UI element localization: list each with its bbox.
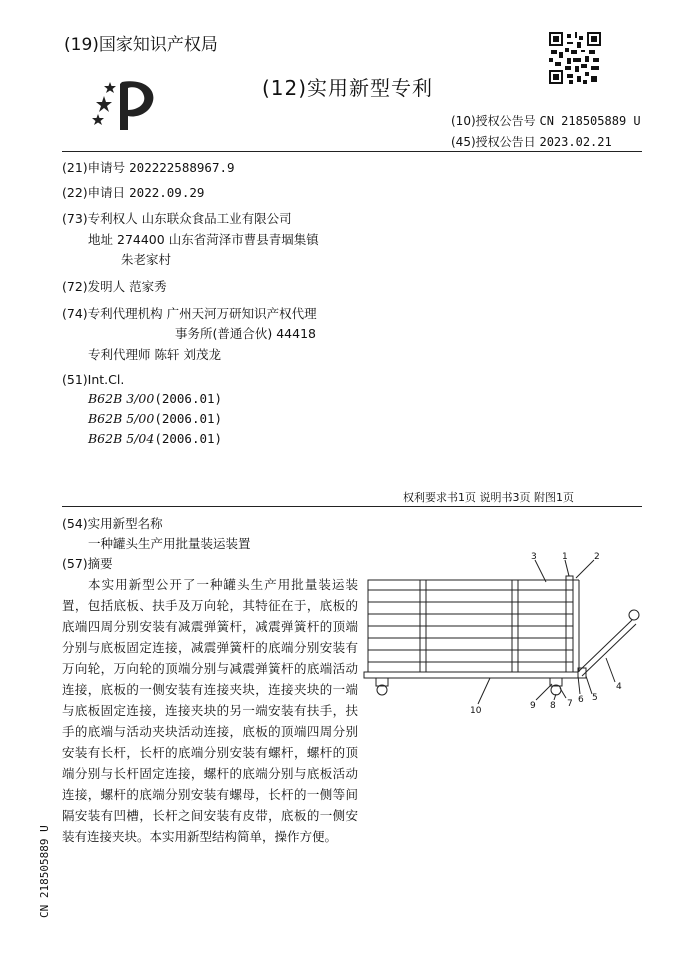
drawing-label: 10 bbox=[470, 706, 482, 716]
abstract-label: (57)摘要 bbox=[62, 556, 113, 571]
address-line-1: 274400 山东省菏泽市曹县青堌集镇 bbox=[117, 232, 319, 247]
office-name: (19)国家知识产权局 bbox=[64, 35, 218, 55]
drawing-label: 1 bbox=[562, 552, 568, 562]
publication-date bbox=[451, 133, 612, 150]
patent-agency-label: (74)专利代理机构 bbox=[62, 306, 163, 321]
drawing-label: 8 bbox=[550, 701, 556, 711]
int-cl-version: (2006.01) bbox=[154, 431, 223, 446]
patentee bbox=[62, 209, 292, 227]
drawing-label: 6 bbox=[578, 695, 584, 705]
filing-date-label: (22)申请日 bbox=[62, 185, 126, 200]
int-cl-version: (2006.01) bbox=[154, 391, 223, 406]
int-cl-version: (2006.01) bbox=[154, 411, 223, 426]
inventor-label: (72)发明人 bbox=[62, 279, 126, 294]
int-cl-code: B62B 5/00 bbox=[88, 411, 155, 426]
abstract-text bbox=[62, 574, 358, 847]
publication-number-value: CN 218505889 U bbox=[539, 114, 641, 128]
title-label: (54)实用新型名称 bbox=[62, 516, 163, 531]
patentee-label: (73)专利权人 bbox=[62, 211, 138, 226]
application-number-value: 202222588967.9 bbox=[129, 160, 235, 175]
drawing-label: 2 bbox=[594, 552, 600, 562]
int-cl-entry bbox=[88, 411, 222, 426]
int-cl-code: B62B 3/00 bbox=[88, 391, 155, 406]
publication-date-value: 2023.02.21 bbox=[539, 135, 612, 149]
application-number-label: (21)申请号 bbox=[62, 160, 126, 175]
address-line-2: 朱老家村 bbox=[121, 252, 172, 267]
drawing-label: 5 bbox=[592, 693, 598, 703]
int-cl-label: (51)Int.Cl. bbox=[62, 372, 125, 387]
document-type-title: (12)实用新型专利 bbox=[262, 76, 434, 100]
publication-number bbox=[451, 112, 641, 129]
cnipa-logo-icon bbox=[92, 74, 162, 132]
utility-model-title: 一种罐头生产用批量装运装置 bbox=[88, 536, 251, 551]
patent-agents-value: 陈轩 刘茂龙 bbox=[154, 347, 221, 362]
section-divider bbox=[62, 506, 642, 507]
int-cl-entry bbox=[88, 391, 222, 406]
inventor bbox=[62, 277, 167, 295]
patentee-value: 山东联众食品工业有限公司 bbox=[141, 211, 292, 226]
drawing-label: 7 bbox=[567, 699, 573, 709]
filing-date-value: 2022.09.29 bbox=[129, 185, 205, 200]
publication-number-label: (10)授权公告号 bbox=[451, 114, 536, 128]
side-publication-number: CN 218505889 U bbox=[38, 825, 51, 918]
abstract-body: 本实用新型公开了一种罐头生产用批量装运装置，包括底板、扶手及万向轮，其特征在于，底板的底端四周分别安装有减震弹簧杆，减震弹簧杆的顶端分别与底板固定连接，减震弹簧杆的底端分别安装有万向轮，万向轮的顶端分别与减震弹簧杆的底端活动连接，底板的一侧安装有连接夹块，连接夹块的一端与底板固定连接，连接夹块的另一端安装有扶手，扶手的底端与活动夹块活动连接，底板的顶端四周分别安装有长杆，长杆的底端分别安装有螺杆，螺杆的顶端分别与长杆固定连接，螺杆的底端分别与底板活动连接，螺杆的底端分别安装有螺母，长杆的一侧等间隔安装有凹槽，长杆之间安装有皮带，底板的一侧安装有连接夹块。本实用新型结构简单，操作方便。 bbox=[62, 577, 358, 844]
patent-agency-line-2: 事务所(普通合伙) 44418 bbox=[175, 326, 316, 341]
drawing-label: 9 bbox=[530, 701, 536, 711]
application-number bbox=[62, 158, 235, 176]
page-counts: 权利要求书1页 说明书3页 附图1页 bbox=[403, 491, 574, 504]
address bbox=[88, 230, 319, 248]
address-label: 地址 bbox=[88, 232, 114, 247]
inventor-value: 范家秀 bbox=[129, 279, 167, 294]
patent-agency bbox=[62, 304, 317, 322]
drawing-label: 4 bbox=[616, 682, 622, 692]
int-cl-code: B62B 5/04 bbox=[88, 431, 155, 446]
publication-date-label: (45)授权公告日 bbox=[451, 135, 536, 149]
patent-agency-line-1: 广州天河万研知识产权代理 bbox=[166, 306, 317, 321]
patent-agents bbox=[88, 345, 221, 363]
drawing-label: 3 bbox=[531, 552, 537, 562]
header-divider bbox=[62, 151, 642, 152]
int-cl-entry bbox=[88, 431, 222, 446]
representative-drawing bbox=[360, 548, 660, 718]
patent-agents-label: 专利代理师 bbox=[88, 347, 151, 362]
qr-code-icon bbox=[549, 32, 601, 84]
filing-date bbox=[62, 183, 204, 201]
